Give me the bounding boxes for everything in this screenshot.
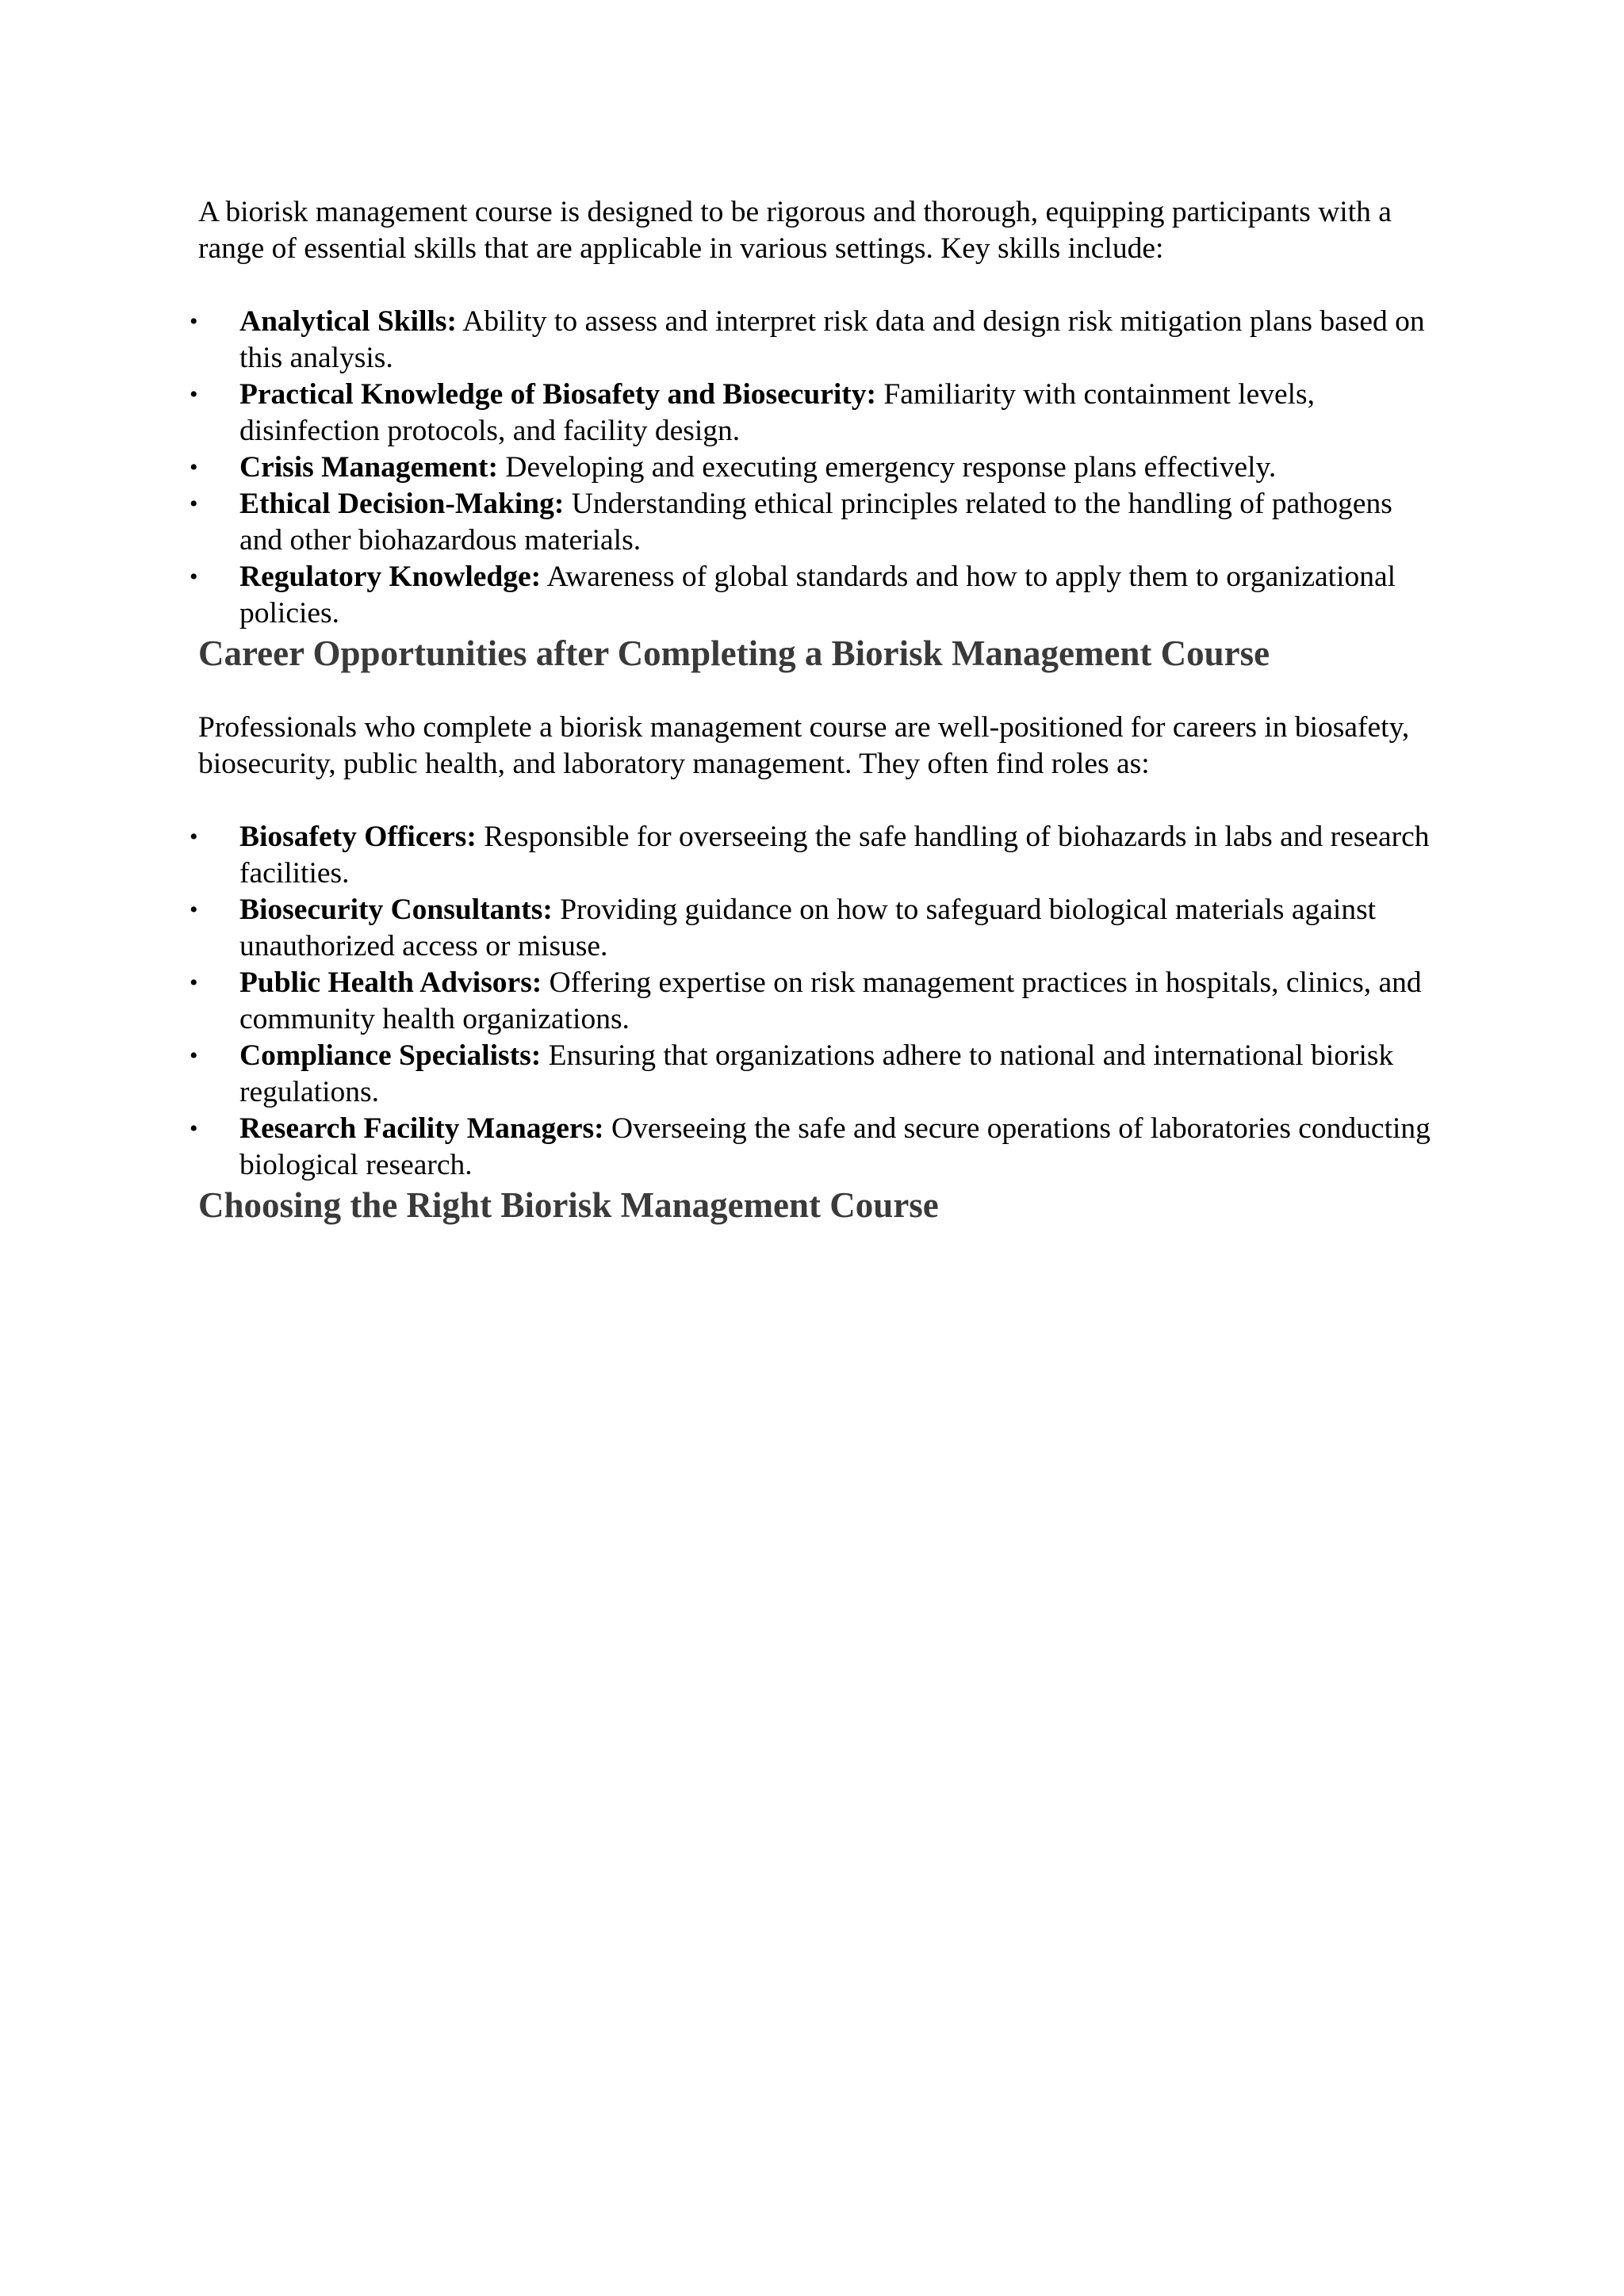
- skills-list: [190, 304, 1435, 632]
- bullet-icon: •: [190, 454, 198, 480]
- list-item-desc: Understanding ethical principles related to the handling of pathogens and other biohazardous materials.: [239, 488, 1392, 557]
- list-item-term: Biosecurity Consultants:: [239, 894, 553, 926]
- section-heading-choosing: Choosing the Right Biorisk Management Course: [198, 1185, 939, 1225]
- list-item-desc: Overseeing the safe and secure operations of laboratories conducting biological research.: [239, 1112, 1431, 1181]
- bullet-icon: •: [190, 897, 198, 923]
- list-item: [190, 377, 1435, 450]
- list-item: [190, 1038, 1435, 1111]
- list-item-desc: Familiarity with containment levels, disinfection protocols, and facility design.: [239, 378, 1316, 447]
- bullet-icon: •: [190, 564, 198, 590]
- bullet-icon: •: [190, 970, 198, 996]
- list-item-desc: Ability to assess and interpret risk data and design risk mitigation plans based on this analysis.: [239, 305, 1425, 374]
- list-item-term: Ethical Decision-Making:: [239, 488, 565, 520]
- bullet-icon: •: [190, 1115, 198, 1142]
- list-item: [190, 892, 1435, 965]
- list-item-desc: Providing guidance on how to safeguard biological materials against unauthorized access or misuse.: [239, 894, 1377, 962]
- document-page: [190, 194, 1435, 1225]
- list-item: [190, 450, 1435, 486]
- list-item-desc: Developing and executing emergency response plans effectively.: [497, 451, 1277, 484]
- list-item: [190, 819, 1435, 892]
- section-heading-career: Career Opportunities after Completing a Biorisk Management Course: [198, 633, 1270, 673]
- list-item: [190, 304, 1435, 377]
- list-item: [190, 486, 1435, 559]
- bullet-icon: •: [190, 1043, 198, 1069]
- list-item-term: Crisis Management:: [239, 451, 498, 484]
- list-item-term: Regulatory Knowledge:: [239, 561, 542, 593]
- list-item-term: Research Facility Managers:: [239, 1112, 604, 1145]
- bullet-icon: •: [190, 491, 198, 517]
- list-item-term: Public Health Advisors:: [239, 966, 542, 999]
- list-item-desc: Offering expertise on risk management practices in hospitals, clinics, and community health organizations.: [239, 966, 1422, 1035]
- bullet-icon: •: [190, 824, 198, 850]
- career-paragraph: Professionals who complete a biorisk management course are well-positioned for careers in biosafety, biosecurity, public health, and laboratory management. They often find roles as:: [198, 711, 1410, 780]
- list-item: [190, 1111, 1435, 1184]
- list-item-desc: Awareness of global standards and how to apply them to organizational policies.: [239, 561, 1396, 629]
- list-item-desc: Responsible for overseeing the safe handling of biohazards in labs and research facilities.: [239, 821, 1430, 890]
- bullet-icon: •: [190, 308, 198, 335]
- list-item: [190, 965, 1435, 1038]
- intro-paragraph: A biorisk management course is designed to be rigorous and thorough, equipping participants with a range of essential skills that are applicable in various settings. Key skills include:: [198, 196, 1392, 265]
- list-item-term: Compliance Specialists:: [239, 1039, 542, 1072]
- roles-list: [190, 819, 1435, 1184]
- list-item-term: Practical Knowledge of Biosafety and Biosecurity:: [239, 378, 877, 411]
- bullet-icon: •: [190, 381, 198, 408]
- list-item: [190, 559, 1435, 632]
- list-item-term: Analytical Skills:: [239, 305, 457, 338]
- list-item-term: Biosafety Officers:: [239, 821, 477, 853]
- list-item-desc: Ensuring that organizations adhere to national and international biorisk regulations.: [239, 1039, 1394, 1108]
